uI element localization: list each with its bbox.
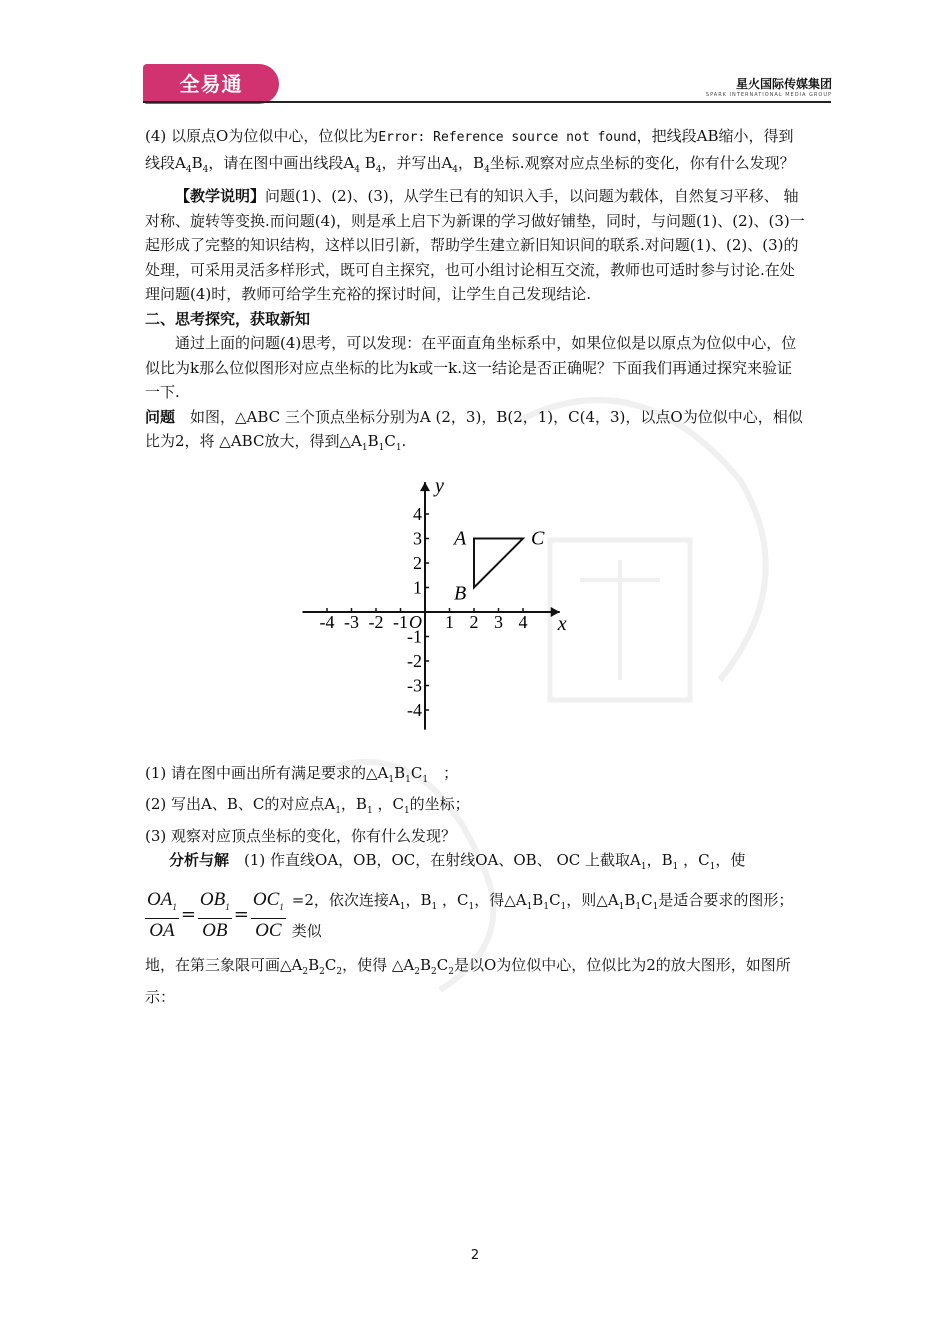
ratio-equation: $\frac{OA_1}{OA}$ = $\frac{OB_1}{OB}$ = $\frac{OC_1}{OC}$ =2，依次连接$A_1$，$B_1$ ，$C_1$，得$\triangle A_1B_1C_1$，则$\triangle A_1B_1C_1$是适合要求的图形；类似	[147, 888, 794, 942]
coordinate-plane	[290, 467, 590, 757]
header-divider	[143, 101, 831, 103]
point-label-b: B	[454, 582, 467, 604]
y-tick-label: -4	[407, 699, 422, 720]
teaching-note-label: 【教学说明】	[175, 187, 266, 205]
x-tick-label: 2	[469, 611, 479, 632]
y-tick-label: 3	[413, 528, 422, 548]
x-tick-label: -2	[368, 611, 384, 632]
y-tick-label: -3	[407, 675, 422, 695]
y-tick-label: -1	[407, 626, 422, 646]
origin-label: O	[409, 611, 422, 632]
y-axis-label: y	[435, 474, 444, 497]
sub-question-1: (1) 请在图中画出所有满足要求的$\triangle A_1B_1C_1$ ；	[145, 763, 459, 785]
y-tick-label: 2	[413, 552, 422, 573]
x-tick-label: -3	[344, 611, 359, 632]
x-axis-label: x	[557, 612, 567, 635]
fraction-oc: $\frac{OC_1}{OC}$	[252, 888, 284, 942]
analysis-paragraph: 分析与解 (1) 作直线OA，OB，OC，在射线OA、OB、 OC 上截取$A_1$，$B_1$ ，$C_1$，使	[169, 851, 746, 872]
y-tick-label: 4	[413, 503, 422, 524]
explore-paragraph: 通过上面的问题(4)思考，可以发现：在平面直角坐标系中，如果位似是以原点为位似中心，位似比为k那么位似图形对应点坐标的比为k或一k.这一结论是否正确呢？下面我们再通过探究来验证一下.	[145, 334, 797, 401]
brand-subtitle: SPARK INTERNATIONAL MEDIA GROUP	[705, 92, 832, 98]
brand-name: 星火国际传媒集团	[735, 77, 832, 91]
brand-group	[706, 75, 832, 98]
problem-label: 问题	[145, 407, 176, 426]
x-tick-label: 4	[518, 611, 528, 632]
coordinate-figure	[145, 467, 807, 757]
fraction-ob: $\frac{OB_1}{OB}$	[199, 888, 230, 942]
sub-question-3: (3) 观察对应顶点坐标的变化，你有什么发现？	[145, 826, 457, 845]
conclusion-paragraph: 地，在第三象限可画$\triangle A_2B_2C_2$，使得 $\triangle A_2B_2C_2$是以O为位似中心，位似比为2的放大图形，如图所示：	[145, 956, 791, 1006]
x-tick-label: 3	[494, 611, 503, 632]
problem-statement: 问题 如图，△ABC 三个顶点坐标分别为A (2，3)，B(2，1)，C(4，3)，以点O为位似中心，相似比为2，将 △ABC放大，得到$\triangle A_1B_1C_1$.	[145, 407, 803, 453]
reference-error: Error: Reference source not found	[378, 130, 637, 145]
fraction-oa: $\frac{OA_1}{OA}$	[147, 888, 177, 942]
document-body	[145, 124, 807, 1009]
x-tick-label: -4	[319, 611, 335, 632]
brand-logo: 全易通	[143, 64, 279, 104]
y-axis-arrow	[420, 482, 430, 491]
x-tick-label: -1	[393, 611, 408, 632]
page-number: 2	[470, 1248, 480, 1263]
y-tick-label: -2	[407, 650, 422, 671]
triangle-abc	[474, 538, 523, 587]
point-label-c: C	[531, 527, 545, 549]
analysis-label: 分析与解	[169, 851, 230, 869]
x-tick-label: 1	[445, 611, 454, 632]
y-tick-label: 1	[413, 577, 422, 597]
sub-question-2: (2) 写出A、B、C的对应点$A_1$，$B_1$ ，$C_1$的坐标；	[145, 795, 470, 816]
point-label-a: A	[454, 527, 467, 549]
teaching-note: 【教学说明】问题(1)、(2)、(3)，从学生已有的知识入手，以问题为载体，自然复习平移、 轴对称、旋转等变换.而问题(4)，则是承上启下为新课的学习做好铺垫，同时，与问题(1)、(2)、(3)一起形成了完整的知识结构，这样以旧引新，帮助学生建立新旧知识间的联系.对问题(1)、(2)、(3)的处理，可采用灵活多样形式，既可自主探究，也可小组讨论相互交流，教师也可适时参与讨论.在处理问题(4)时，教师可给学生充裕的探讨时间，让学生自己发现结论.	[145, 187, 805, 303]
question-4: (4) 以原点O为位似中心，位似比为Error: Reference source not found，把线段AB缩小，得到线段$A_4B_4$，请在图中画出线段$A_4$ $B_4$，并写出$A_4$，$B_4$坐标.观察对应点坐标的变化，你有什么发现？	[145, 127, 795, 175]
section-heading: 二、思考探究，获取新知	[145, 309, 311, 328]
